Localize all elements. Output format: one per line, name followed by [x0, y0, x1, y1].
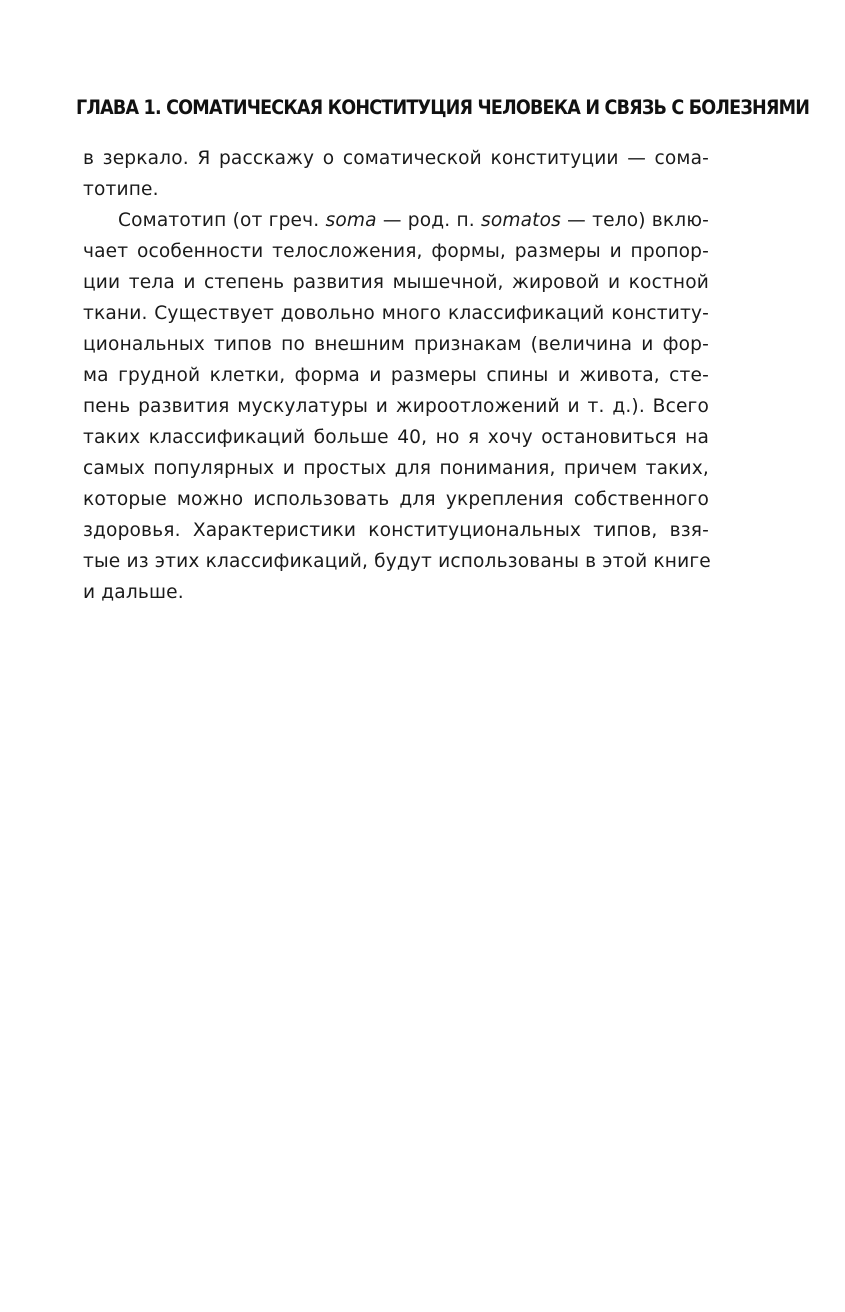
italic-term: somatos	[481, 210, 561, 231]
text-line: тые из этих классификаций, будут использованы в этой книге	[83, 551, 711, 572]
text-line: ткани. Существует довольно много классификаций конститу-	[83, 303, 709, 324]
text-fragment: — тело) вклю-	[561, 210, 709, 231]
text-line: здоровья. Характеристики конституциональных типов, взя-	[83, 520, 709, 541]
text-line: самых популярных и простых для понимания, причем таких,	[83, 458, 709, 479]
text-line: тотипе.	[83, 179, 159, 200]
body-text	[83, 143, 709, 608]
text-line: циональных типов по внешним признакам (величина и фор-	[83, 334, 709, 355]
text-fragment: Соматотип (от греч.	[118, 210, 326, 231]
text-line: ции тела и степень развития мышечной, жировой и костной	[83, 272, 709, 293]
text-line: пень развития мускулатуры и жироотложений и т. д.). Всего	[83, 396, 709, 417]
text-line: и дальше.	[83, 582, 184, 603]
paragraph-first-line	[83, 205, 709, 236]
italic-term: soma	[325, 210, 377, 231]
text-line: таких классификаций больше 40, но я хочу остановиться на	[83, 427, 709, 448]
text-line: чает особенности телосложения, формы, размеры и пропор-	[83, 241, 709, 262]
text-fragment: — род. п.	[376, 210, 482, 231]
text-line: которые можно использовать для укрепления собственного	[83, 489, 709, 510]
text-line: в зеркало. Я расскажу о соматической конституции — сома-	[83, 148, 709, 169]
running-header: ГЛАВА 1. СОМАТИЧЕСКАЯ КОНСТИТУЦИЯ ЧЕЛОВЕКА И СВЯЗЬ С БОЛЕЗНЯМИ	[76, 96, 810, 119]
text-line: ма грудной клетки, форма и размеры спины и живота, сте-	[83, 365, 709, 386]
